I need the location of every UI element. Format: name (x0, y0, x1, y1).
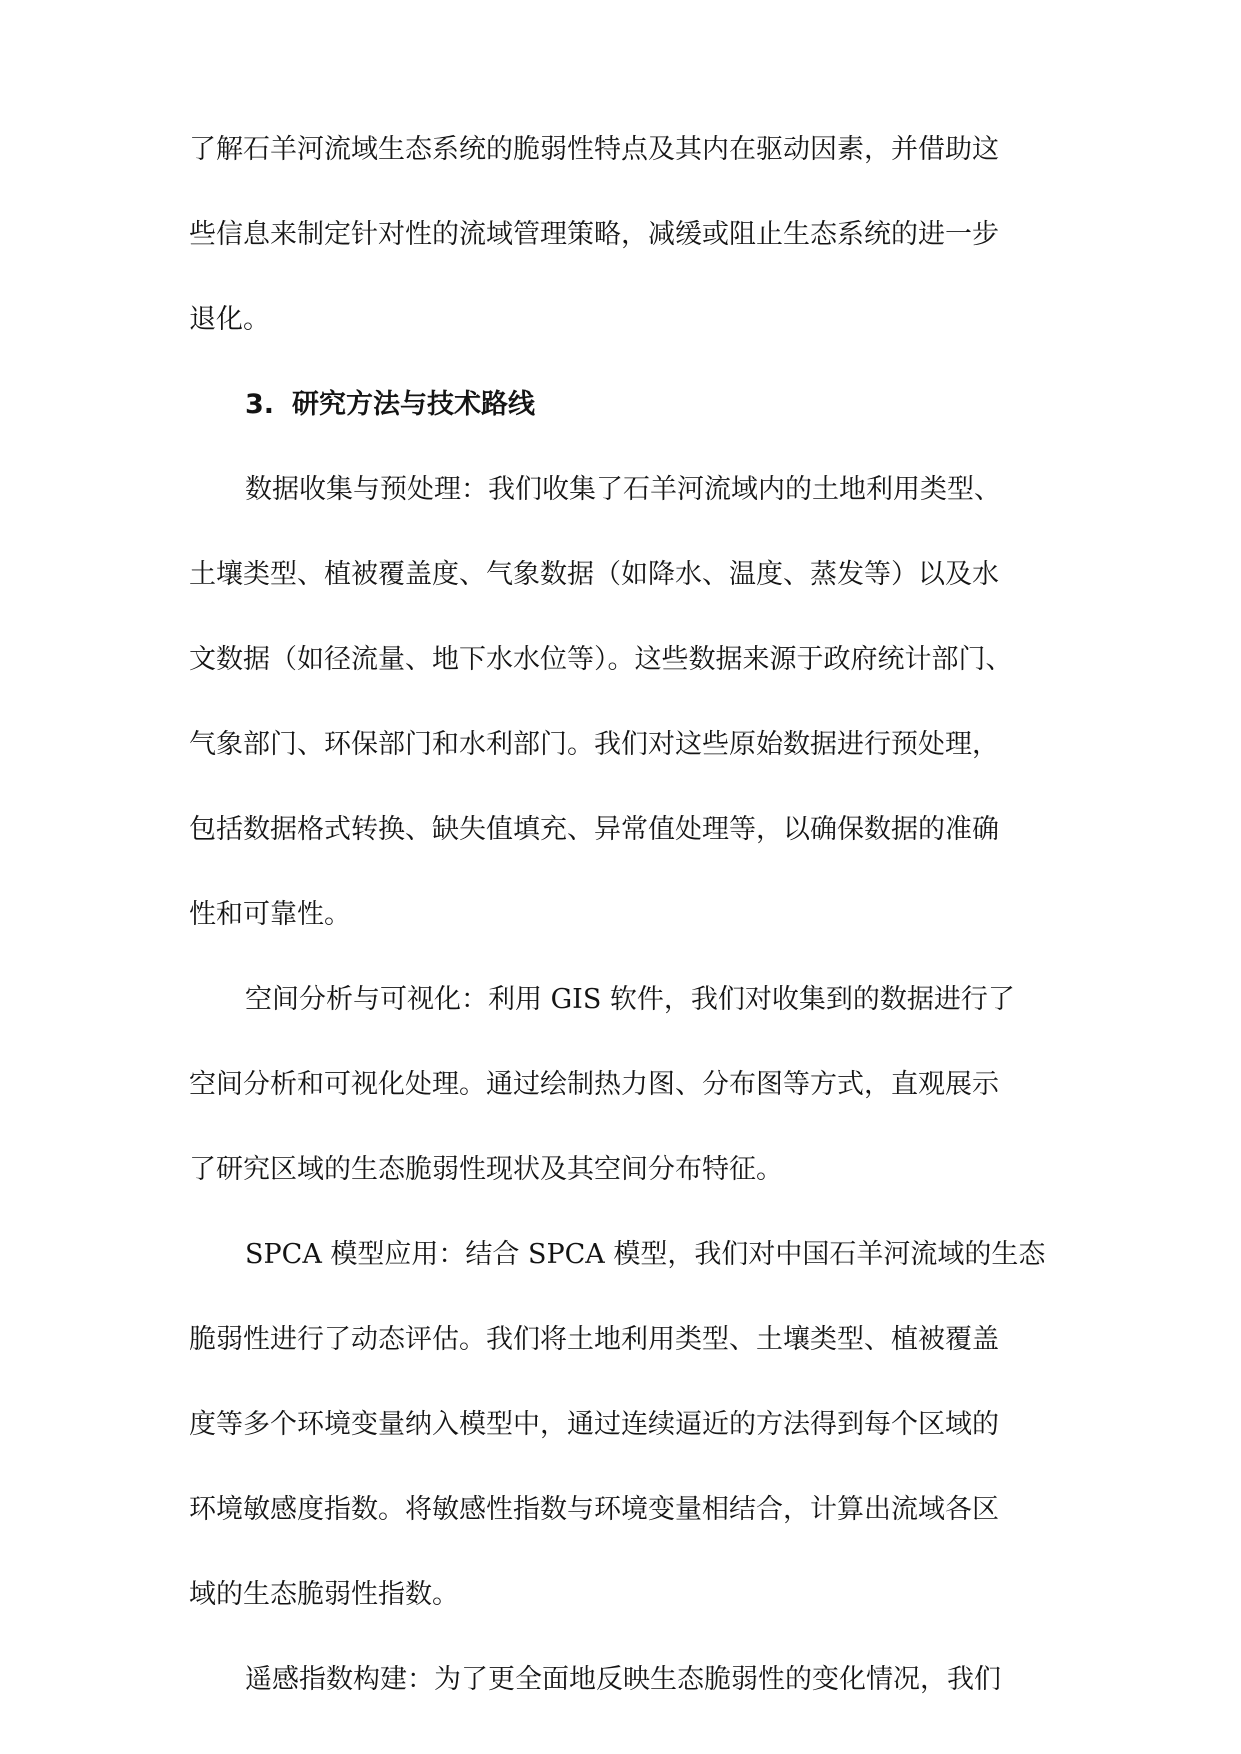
paragraph-line: 脆弱性进行了动态评估。我们将土地利用类型、土壤类型、植被覆盖 (189, 1324, 999, 1355)
section-title: 研究方法与技术路线 (292, 389, 536, 420)
paragraph-line: 气象部门、环保部门和水利部门。我们对这些原始数据进行预处理， (189, 729, 999, 760)
paragraph-line: 度等多个环境变量纳入模型中，通过连续逼近的方法得到每个区域的 (189, 1409, 999, 1440)
paragraph-line: 文数据（如径流量、地下水水位等）。这些数据来源于政府统计部门、 (189, 644, 1013, 675)
paragraph-line: 性和可靠性。 (189, 899, 351, 930)
paragraph-line: 遥感指数构建：为了更全面地反映生态脆弱性的变化情况，我们 (245, 1664, 1001, 1695)
paragraph-line: 退化。 (189, 304, 270, 335)
document-page (189, 126, 1063, 1741)
paragraph-line: 空间分析和可视化处理。通过绘制热力图、分布图等方式，直观展示 (189, 1069, 999, 1100)
paragraph-line: 包括数据格式转换、缺失值填充、异常值处理等，以确保数据的准确 (189, 814, 999, 845)
paragraph-line: 了研究区域的生态脆弱性现状及其空间分布特征。 (189, 1154, 783, 1185)
paragraph-line: 数据收集与预处理：我们收集了石羊河流域内的土地利用类型、 (245, 474, 1001, 505)
paragraph-line: 了解石羊河流域生态系统的脆弱性特点及其内在驱动因素，并借助这 (189, 134, 999, 165)
section-heading (189, 381, 1063, 429)
paragraph-line: 环境敏感度指数。将敏感性指数与环境变量相结合，计算出流域各区 (189, 1494, 999, 1525)
paragraph-line: 域的生态脆弱性指数。 (189, 1579, 459, 1610)
paragraph-line: 空间分析与可视化：利用 GIS 软件，我们对收集到的数据进行了 (245, 984, 1015, 1015)
paragraph-line: 土壤类型、植被覆盖度、气象数据（如降水、温度、蒸发等）以及水 (189, 559, 999, 590)
paragraph-line: 些信息来制定针对性的流域管理策略，减缓或阻止生态系统的进一步 (189, 219, 999, 250)
section-number: 3. (245, 389, 275, 420)
paragraph-line: SPCA 模型应用：结合 SPCA 模型，我们对中国石羊河流域的生态 (245, 1239, 1046, 1270)
